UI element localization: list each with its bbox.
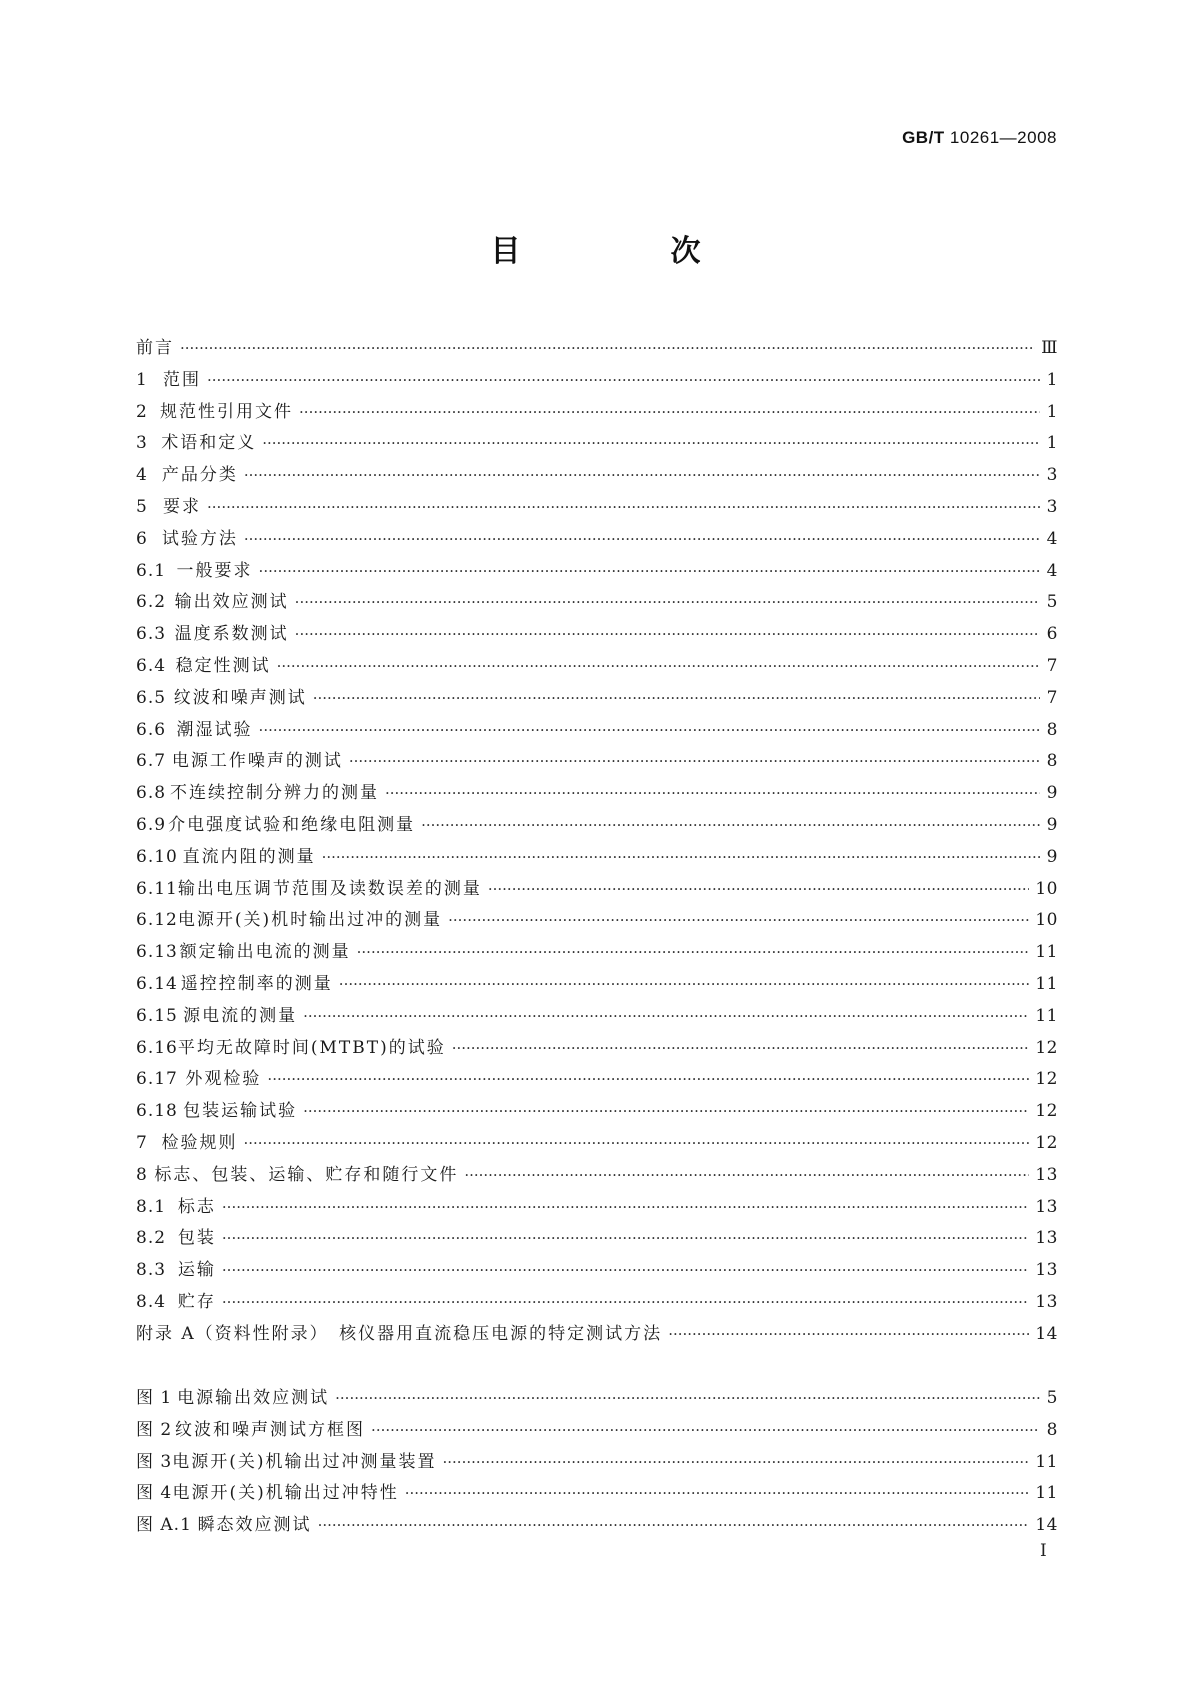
figure-entry[interactable] (136, 1447, 1058, 1479)
toc-entry-number: 8.1 (136, 1196, 167, 1217)
toc-entry[interactable] (136, 1001, 1058, 1033)
dot-leader (222, 1255, 1029, 1287)
dot-leader (207, 365, 1040, 397)
toc-entry-page: 9 (1046, 814, 1058, 835)
toc-entry[interactable] (136, 1255, 1058, 1287)
toc-entry-number: 6.16 (136, 1037, 178, 1058)
toc-entry-title: 标志 (177, 1196, 216, 1217)
toc-entry-page: 11 (1035, 1451, 1058, 1472)
toc-entry-page: 7 (1046, 655, 1058, 676)
dot-leader (668, 1319, 1029, 1351)
toc-entry-page: 4 (1046, 528, 1058, 549)
toc-entry[interactable] (136, 397, 1058, 429)
toc-entry-title: 附录 A（资料性附录） 核仪器用直流稳压电源的特定测试方法 (136, 1323, 663, 1344)
toc-entry[interactable] (136, 460, 1058, 492)
toc-entry-number: 图 4 (136, 1483, 173, 1504)
dot-leader (335, 1383, 1040, 1415)
dot-leader (318, 1510, 1030, 1542)
toc-entry-number: 3 (136, 433, 148, 454)
toc-entry-number: 4 (136, 465, 148, 486)
toc-entry-number: 6.8 (136, 783, 167, 804)
toc-entry-page: 11 (1035, 1005, 1058, 1026)
toc-entry-title: 产品分类 (161, 465, 238, 486)
dot-leader (244, 524, 1040, 556)
toc-entry-number: 6.15 (136, 1005, 178, 1026)
dot-leader (371, 1415, 1040, 1447)
dot-leader (443, 1447, 1030, 1479)
dot-leader (385, 778, 1040, 810)
toc-entry[interactable] (136, 619, 1058, 651)
toc-entry-title: 规范性引用文件 (160, 401, 294, 422)
toc-entry-number: 8.3 (136, 1260, 167, 1281)
dot-leader (222, 1287, 1029, 1319)
toc-entry-title: 温度系数测试 (174, 624, 289, 645)
toc-entry-page: 5 (1046, 592, 1058, 613)
toc-entry[interactable] (136, 1160, 1058, 1192)
dot-leader (277, 651, 1040, 683)
toc-entry[interactable] (136, 524, 1058, 556)
toc-entry-page: 13 (1035, 1291, 1058, 1312)
toc-entry-number: 6.13 (136, 942, 178, 963)
dot-leader (262, 428, 1040, 460)
toc-entry-title: 平均无故障时间(MTBT)的试验 (177, 1037, 446, 1058)
toc-entry-page: 7 (1046, 687, 1058, 708)
toc-entry-page: Ⅲ (1041, 338, 1058, 358)
toc-entry-title: 额定输出电流的测量 (179, 942, 351, 963)
toc-entry-title: 外观检验 (185, 1069, 262, 1090)
toc-entry[interactable] (136, 842, 1058, 874)
dot-leader (244, 460, 1040, 492)
standard-number (902, 128, 1057, 148)
toc-entry[interactable] (136, 810, 1058, 842)
figure-entry[interactable] (136, 1478, 1058, 1510)
toc-entry-page: 1 (1046, 369, 1058, 390)
toc-entry-page: 12 (1035, 1037, 1058, 1058)
toc-entry-number: 图 A.1 (136, 1515, 192, 1536)
toc-entry-page: 9 (1046, 783, 1058, 804)
toc-entry[interactable] (136, 1319, 1058, 1351)
toc-entry-title: 源电流的测量 (183, 1005, 298, 1026)
toc-entry-page: 13 (1035, 1196, 1058, 1217)
dot-leader (349, 746, 1040, 778)
toc-entry-title: 运输 (177, 1260, 216, 1281)
figure-entry[interactable] (136, 1383, 1058, 1415)
toc-entry-title: 包装运输试验 (183, 1101, 298, 1122)
toc-entry-number: 8.4 (136, 1291, 167, 1312)
toc-entry-title: 遥控控制率的测量 (180, 973, 333, 994)
toc-entry-page: 14 (1035, 1323, 1058, 1344)
toc-entry-number: 6 (136, 528, 148, 549)
dot-leader (313, 683, 1040, 715)
toc-entry-title: 直流内阻的测量 (182, 846, 316, 867)
dot-leader (303, 1001, 1029, 1033)
toc-entry-title: 稳定性测试 (175, 655, 271, 676)
toc-entry-number: 6.18 (136, 1101, 178, 1122)
dot-leader (295, 587, 1040, 619)
toc-entry-title: 试验方法 (161, 528, 238, 549)
toc-entry[interactable] (136, 874, 1058, 906)
toc-entry-page: 12 (1035, 1101, 1058, 1122)
dot-leader (488, 874, 1030, 906)
toc-entry-number: 5 (136, 496, 148, 517)
toc-entry-number: 图 1 (136, 1388, 173, 1408)
toc-entry-page: 13 (1035, 1260, 1058, 1281)
toc-entry-page: 1 (1046, 433, 1058, 454)
toc-entry-number: 6.17 (136, 1069, 178, 1090)
toc-entry-number: 6.10 (136, 846, 178, 867)
toc-entry-page: 14 (1035, 1515, 1058, 1536)
toc-entry-number: 6.3 (136, 624, 167, 645)
toc-entry[interactable] (136, 937, 1058, 969)
table-of-contents (136, 333, 1058, 1351)
dot-leader (339, 969, 1030, 1001)
toc-entry-page: 11 (1035, 1483, 1058, 1504)
toc-entry-page: 6 (1046, 624, 1058, 645)
toc-entry-title: 检验规则 (161, 1132, 238, 1153)
toc-entry[interactable] (136, 778, 1058, 810)
standard-year-number: 10261—2008 (949, 128, 1057, 147)
toc-entry-page: 11 (1035, 942, 1058, 963)
toc-entry[interactable] (136, 1096, 1058, 1128)
toc-entry-title: 前言 (136, 338, 174, 358)
toc-entry-number: 图 3 (136, 1451, 173, 1472)
toc-entry[interactable] (136, 333, 1058, 365)
dot-leader (259, 556, 1040, 588)
dot-leader (299, 397, 1040, 429)
toc-entry-number: 6.5 (136, 687, 167, 708)
toc-entry-title: 电源工作噪声的测试 (171, 751, 343, 772)
toc-entry-title: 一般要求 (176, 560, 253, 581)
toc-entry-page: 4 (1046, 560, 1058, 581)
toc-entry[interactable] (136, 1033, 1058, 1065)
toc-entry-page: 13 (1035, 1228, 1058, 1249)
dot-leader (448, 905, 1029, 937)
dot-leader (322, 842, 1040, 874)
page-title: 目 次 (490, 234, 761, 269)
toc-entry-number: 6.2 (136, 592, 167, 613)
dot-leader (207, 492, 1040, 524)
dot-leader (357, 937, 1030, 969)
toc-entry-number: 6.4 (136, 655, 167, 676)
dot-leader (259, 715, 1040, 747)
toc-entry-number: 图 2 (136, 1419, 173, 1440)
toc-entry[interactable] (136, 746, 1058, 778)
toc-entry-page: 12 (1035, 1132, 1058, 1153)
toc-entry[interactable] (136, 683, 1058, 715)
toc-entry-number: 8.2 (136, 1228, 167, 1249)
toc-entry-title: 瞬态效应测试 (197, 1515, 312, 1536)
list-of-figures (136, 1383, 1058, 1542)
dot-leader (267, 1064, 1029, 1096)
toc-entry-page: 8 (1046, 1419, 1058, 1440)
toc-entry[interactable] (136, 1223, 1058, 1255)
toc-entry[interactable] (136, 1287, 1058, 1319)
toc-entry-title: 电源开(关)机输出过冲特性 (172, 1483, 399, 1504)
toc-entry-title: 贮存 (177, 1291, 216, 1312)
toc-entry-title: 要求 (163, 496, 202, 517)
toc-entry-title: 包装 (177, 1228, 216, 1249)
toc-entry-page: 5 (1046, 1388, 1058, 1408)
toc-entry[interactable] (136, 556, 1058, 588)
toc-entry-title: 纹波和噪声测试 (173, 687, 307, 708)
toc-entry-number: 6.11 (136, 878, 178, 899)
toc-entry[interactable] (136, 587, 1058, 619)
toc-entry-number: 6.7 (136, 751, 167, 772)
toc-entry-number: 1 (136, 369, 148, 390)
toc-entry-page: 3 (1046, 496, 1058, 517)
dot-leader (464, 1160, 1029, 1192)
toc-entry-page: 8 (1046, 719, 1058, 740)
toc-entry-title: 介电强度试验和绝缘电阻测量 (168, 814, 416, 835)
standard-code: GB/T (902, 128, 945, 147)
toc-entry-title: 纹波和噪声测试方框图 (175, 1419, 366, 1440)
figure-entry[interactable] (136, 1510, 1058, 1542)
toc-entry-page: 3 (1046, 465, 1058, 486)
toc-entry[interactable] (136, 715, 1058, 747)
toc-entry-title: 电源输出效应测试 (177, 1388, 330, 1408)
toc-entry-page: 1 (1046, 401, 1058, 422)
toc-entry-number: 6.14 (136, 973, 178, 994)
toc-entry-title: 术语和定义 (161, 433, 257, 454)
dot-leader (295, 619, 1040, 651)
toc-entry-page: 10 (1035, 910, 1058, 931)
toc-entry-number: 6.9 (136, 814, 167, 835)
dot-leader (222, 1192, 1029, 1224)
toc-entry-number: 7 (136, 1132, 148, 1153)
toc-entry[interactable] (136, 1064, 1058, 1096)
dot-leader (452, 1033, 1030, 1065)
toc-entry[interactable] (136, 365, 1058, 397)
figure-entry[interactable] (136, 1415, 1058, 1447)
toc-entry-page: 10 (1035, 878, 1058, 899)
toc-entry-title: 电源开(关)机输出过冲测量装置 (172, 1451, 437, 1472)
dot-leader (303, 1096, 1029, 1128)
toc-entry-number: 6.6 (136, 719, 167, 740)
toc-entry-page: 12 (1035, 1069, 1058, 1090)
dot-leader (421, 810, 1040, 842)
toc-entry-page: 11 (1035, 973, 1058, 994)
dot-leader (243, 1128, 1029, 1160)
toc-entry-number: 6.12 (136, 910, 178, 931)
dot-leader (405, 1478, 1030, 1510)
toc-entry-title: 电源开(关)机时输出过冲的测量 (177, 910, 443, 931)
toc-entry-title: 潮湿试验 (176, 719, 253, 740)
dot-leader (180, 333, 1035, 365)
toc-entry[interactable] (136, 969, 1058, 1001)
toc-entry[interactable] (136, 651, 1058, 683)
toc-entry-title: 范围 (163, 369, 202, 390)
toc-entry-title: 输出电压调节范围及读数误差的测量 (177, 878, 482, 899)
toc-entry-title: 不连续控制分辨力的测量 (169, 783, 379, 804)
toc-entry-page: 8 (1046, 751, 1058, 772)
toc-entry-page: 13 (1035, 1164, 1058, 1185)
toc-entry[interactable] (136, 905, 1058, 937)
toc-entry[interactable] (136, 428, 1058, 460)
toc-entry-page: 9 (1046, 846, 1058, 867)
toc-entry-number: 2 (136, 401, 148, 422)
toc-entry[interactable] (136, 1192, 1058, 1224)
toc-entry-title: 输出效应测试 (174, 592, 289, 613)
toc-entry-title: 标志、包装、运输、贮存和随行文件 (154, 1164, 459, 1185)
toc-entry[interactable] (136, 1128, 1058, 1160)
dot-leader (222, 1223, 1029, 1255)
toc-entry-number: 8 (136, 1164, 148, 1185)
toc-entry[interactable] (136, 492, 1058, 524)
page-number: I (1040, 1541, 1047, 1561)
toc-entry-number: 6.1 (136, 560, 167, 581)
